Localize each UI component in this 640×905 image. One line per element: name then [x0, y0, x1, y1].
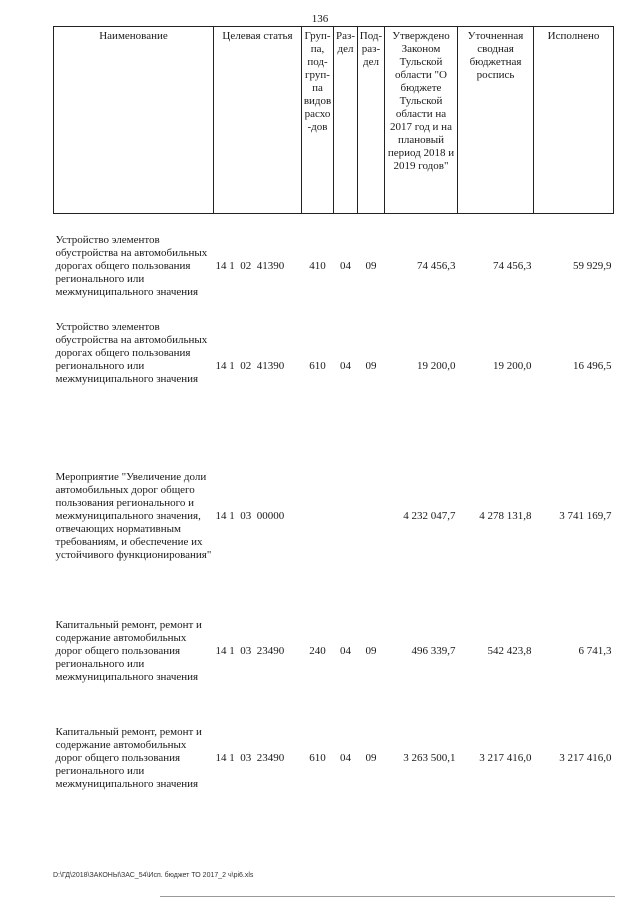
table-row [54, 439, 614, 594]
footer-file-path: D:\ГД\2018\ЗАКОНЫ\ЗАС_54\Исп. бюджет ТО 2017_2 ч\рi6.xls [53, 872, 254, 879]
row-refined: 542 423,8 [487, 644, 532, 657]
row-approved: 74 456,3 [417, 259, 456, 272]
table-row [54, 709, 614, 809]
row-section: 04 [340, 752, 351, 764]
header-section: Раз-дел [334, 27, 358, 214]
row-name: Устройство элементов обустройства на автомобильных дорогах общего пользования регионального или межмуниципального значения [55, 320, 208, 385]
table-header-row [54, 27, 614, 214]
row-executed: 6 741,3 [578, 644, 612, 657]
table-row [54, 594, 614, 709]
header-target-article: Целевая статья [214, 27, 302, 214]
row-expense-group [302, 439, 334, 594]
row-executed: 3 741 169,7 [559, 509, 612, 522]
row-executed: 3 217 416,0 [559, 752, 612, 764]
row-section [334, 439, 358, 594]
row-section: 04 [340, 359, 351, 372]
table-row [54, 214, 614, 319]
header-approved: Утверждено Законом Тульской области "О бюджете Тульской области на 2017 год и на плановый период 2018 и 2019 годов" [385, 27, 458, 214]
row-section: 04 [340, 259, 351, 272]
row-target-article: 14 1 03 00000 [215, 509, 285, 522]
row-subsection: 09 [365, 359, 377, 372]
row-subsection: 09 [365, 259, 377, 272]
row-executed: 59 929,9 [573, 259, 612, 272]
row-subsection: 09 [365, 644, 377, 657]
row-refined: 4 278 131,8 [479, 509, 532, 522]
row-target-article: 14 1 02 41390 [215, 259, 285, 272]
page-number: 136 [311, 13, 329, 25]
row-target-article: 14 1 03 23490 [215, 644, 285, 657]
row-target-article: 14 1 03 23490 [215, 752, 285, 764]
header-expense-group: Груп-па, под-груп-па видов расхо-дов [302, 27, 334, 214]
row-refined: 74 456,3 [493, 259, 532, 272]
row-expense-group: 610 [309, 359, 326, 372]
row-section: 04 [340, 644, 351, 657]
header-subsection: Под-раз-дел [358, 27, 385, 214]
row-refined: 3 217 416,0 [479, 752, 532, 764]
row-expense-group: 610 [309, 752, 326, 764]
row-refined: 19 200,0 [493, 359, 532, 372]
header-refined: Уточненная сводная бюджетная роспись [458, 27, 534, 214]
row-name: Устройство элементов обустройства на автомобильных дорогах общего пользования регионального или межмуниципального значения [55, 233, 208, 298]
row-executed: 16 496,5 [573, 359, 612, 372]
row-expense-group: 240 [309, 644, 326, 657]
table-row [54, 319, 614, 439]
row-subsection [358, 439, 385, 594]
row-expense-group: 410 [309, 259, 326, 272]
row-subsection: 09 [365, 752, 377, 764]
footer-divider [160, 896, 615, 897]
header-executed: Исполнено [534, 27, 614, 214]
header-name: Наименование [54, 27, 214, 214]
row-name: Капитальный ремонт, ремонт и содержание автомобильных дорог общего пользования регионального или межмуниципального значения [55, 726, 202, 790]
row-name: Капитальный ремонт, ремонт и содержание автомобильных дорог общего пользования регионального или межмуниципального значения [55, 618, 202, 683]
budget-table [53, 26, 614, 809]
row-approved: 4 232 047,7 [403, 509, 456, 522]
row-approved: 496 339,7 [411, 644, 456, 657]
row-approved: 3 263 500,1 [403, 752, 456, 764]
row-target-article: 14 1 02 41390 [215, 359, 285, 372]
row-name: Мероприятие "Увеличение доли автомобильных дорог общего пользования регионального и межмуниципального значения, отвечающих нормативным требованиям, и обеспечение их устойчивого функционирования" [55, 470, 212, 561]
row-approved: 19 200,0 [417, 359, 456, 372]
